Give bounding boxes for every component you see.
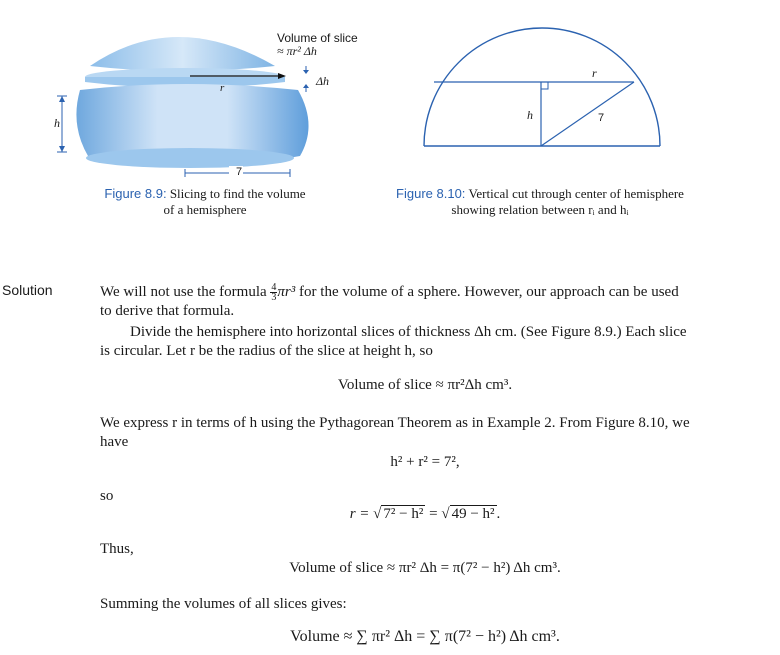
equation-r-sqrt: r = √ 7² − h² = √ 49 − h² . [349, 506, 501, 522]
fig810-h-label: h [527, 108, 533, 122]
paragraph-3-line-2: have [100, 434, 129, 450]
fraction-four-thirds: $\frac{4}{3}$ [271, 282, 277, 304]
thus-label: Thus, [100, 541, 134, 557]
semicircle [424, 28, 660, 146]
volume-of-slice-label: Volume of slice ≈ πr² Δh [277, 31, 358, 58]
seven-label: 7 [236, 166, 243, 178]
paragraph-2-line-2: is circular. Let r be the radius of the slice at height h, so [100, 343, 433, 359]
summing-sentence: Summing the volumes of all slices gives: [100, 596, 347, 612]
solution-heading: Solution [2, 282, 53, 298]
h-label: h [54, 116, 60, 130]
paragraph-2-line-1: Divide the hemisphere into horizontal slices of thickness Δh cm. (See Figure 8.9.) Each slice [130, 324, 687, 340]
r-label: r [220, 82, 225, 94]
fig810-seven-label: 7 [598, 112, 605, 124]
hemisphere-top-cap [90, 37, 275, 71]
figure-8-9-caption: Figure 8.9: Slicing to find the volume of a hemisphere [104, 186, 306, 217]
so-label: so [100, 488, 114, 504]
right-angle-mark [541, 82, 548, 89]
equation-volume-of-slice: Volume of slice ≈ πr²Δh cm³. [337, 377, 513, 393]
equation-volume-expanded: Volume of slice ≈ πr² Δh = π(7² − h²) Δh cm³. [289, 560, 561, 576]
paragraph-1-line-2: to derive that formula. [100, 303, 235, 319]
paragraph-3-line-1: We express r in terms of h using the Pythagorean Theorem as in Example 2. From Figure 8.10, we [100, 415, 690, 431]
equation-pythagorean: h² + r² = 7², [390, 454, 460, 470]
paragraph-1: We will not use the formula $\frac{4}{3}$ πr³ for the volume of a sphere. However, our approach can be used [100, 282, 679, 304]
figure-8-10-caption: Figure 8.10: Vertical cut through center of hemisphere showing relation between rᵢ and hᵢ [396, 186, 684, 217]
fig810-r-label: r [592, 66, 597, 80]
equation-volume-sum: Volume ≈ ∑ πr² Δh = ∑ π(7² − h²) Δh cm³. [290, 628, 560, 645]
delta-h-label: Δh [316, 74, 330, 88]
figure-8-10-diagram [420, 20, 670, 150]
hypotenuse-7 [541, 82, 634, 146]
